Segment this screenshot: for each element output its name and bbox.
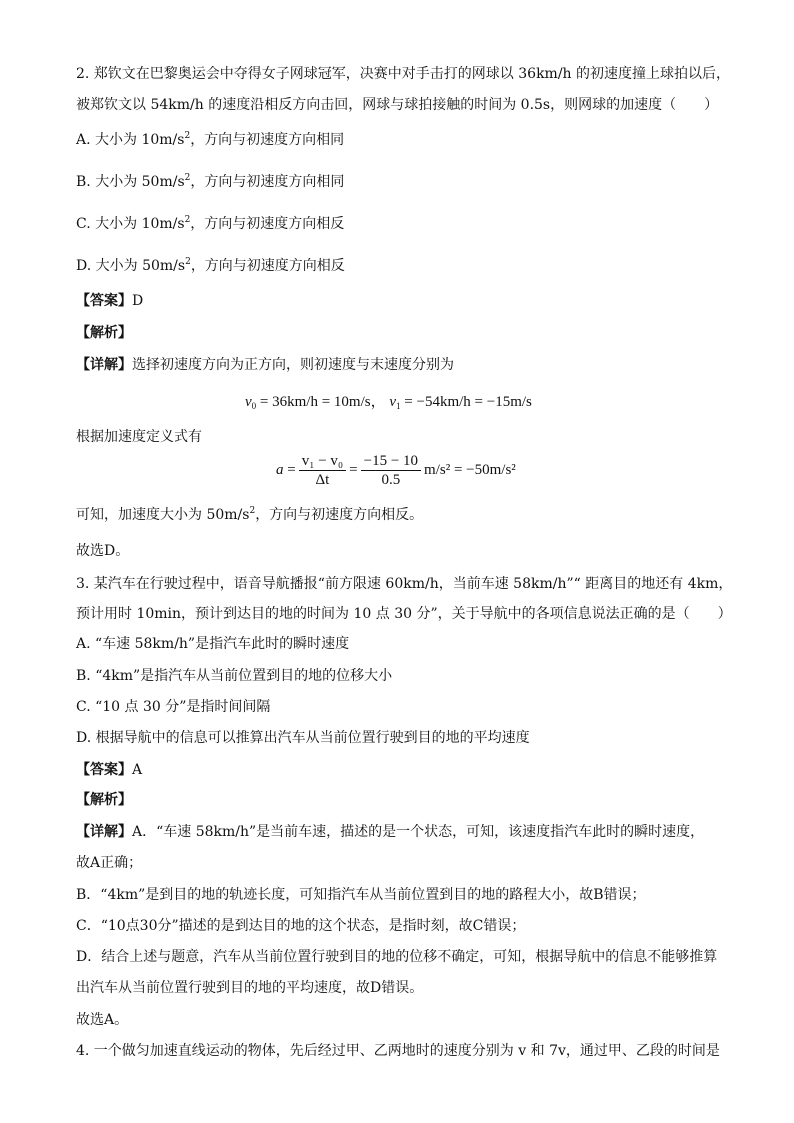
q3-option-c: C. “10 点 30 分”是指时间间隔 [76,699,271,715]
q3-option-d: D. 根据导航中的信息可以推算出汽车从当前位置行驶到目的地的平均速度 [76,730,530,746]
q2-option-c: C. 大小为 $10m/s^2$，方向与初速度方向相反 [76,215,345,232]
q3-detail-line1: 【详解】A．“车速 58km/h”是当前车速，描述的是一个状态，可知，该速度指汽车此时的瞬时速度， [76,824,705,840]
q4-stem-line1: 4. 一个做匀加速直线运动的物体，先后经过甲、乙两地时的速度分别为 v 和 7v，通过甲、乙段的时间是 [76,1043,720,1059]
q3-stem-line2: 预计用时 10min，预计到达目的地的时间为 10 点 30 分”，关于导航中的各项信息说法正确的是（ ） [76,606,732,622]
q3-answer: 【答案】A [76,762,143,778]
q2-stem-line1: 2. 郑钦文在巴黎奥运会中夺得女子网球冠军，决赛中对手击打的网球以 36km/h 的初速度撞上球拍以后， [76,66,731,82]
q3-stem-line1: 3. 某汽车在行驶过程中，语音导航播报“前方限速 60km/h，当前车速 58km/h”“ 距离目的地还有 4km， [76,576,733,592]
q3-option-a: A. “车速 58km/h”是指汽车此时的瞬时速度 [76,636,350,652]
q2-conclusion: 可知，加速度大小为 $50m/s^2$，方向与初速度方向相反。 [76,506,424,523]
q2-option-a: A. 大小为 $10m/s^2$，方向与初速度方向相同 [76,131,345,148]
q3-detail-line5: D．结合上述与题意，汽车从当前位置行驶到目的地的位移不确定，可知，根据导航中的信息不能够推算 [76,949,718,965]
q2-stem-line2: 被郑钦文以 54km/h 的速度沿相反方向击回，网球与球拍接触的时间为 0.5s，则网球的加速度（ ） [76,97,719,113]
q2-definition-text: 根据加速度定义式有 [76,429,202,445]
q3-detail-line3: B．“4km”是到目的地的轨迹长度，可知指汽车从当前位置到目的地的路程大小，故B错误； [76,887,646,903]
q3-detail-line6: 出汽车从当前位置行驶到目的地的平均速度，故D错误。 [76,980,424,996]
q3-analysis-tag: 【解析】 [76,792,132,808]
q3-option-b: B. “4km”是指汽车从当前位置到目的地的位移大小 [76,668,393,684]
q3-detail-line2: 故A正确； [76,855,143,871]
q2-option-d: D. 大小为 $50m/s^2$，方向与初速度方向相反 [76,257,345,274]
q2-detail: 【详解】选择初速度方向为正方向，则初速度与末速度分别为 [76,357,454,373]
q3-detail-line4: C．“10点30分”描述的是到达目的地的这个状态，是指时刻，故C错误； [76,918,526,934]
q3-choice: 故选A。 [76,1012,129,1028]
q2-analysis-tag: 【解析】 [76,325,132,341]
q2-equation-velocities: $v_0 = 36km/h = 10m/s$， $v_1 = -54km/h = -15m/s$ [245,394,532,411]
q2-option-b: B. 大小为 $50m/s^2$，方向与初速度方向相同 [76,173,345,190]
q2-answer: 【答案】D [76,293,144,309]
q2-equation-acceleration: a = $\frac{\text{v₁ − v₀}}{\Delta t}$ = $\frac{-15 - 10}{0.5}$ m/s² = −50m/s² [276,453,516,488]
q2-choice: 故选D。 [76,543,130,559]
